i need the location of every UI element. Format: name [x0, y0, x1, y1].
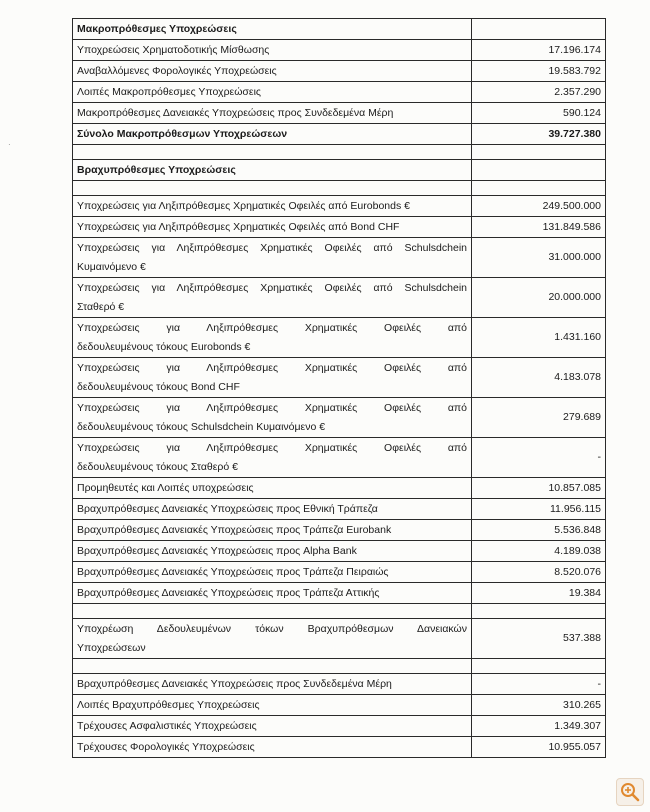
table-row [73, 103, 606, 124]
row-value: 17.196.174 [472, 40, 606, 61]
row-label-line-1: Υποχρεώσεις για Ληξιπρόθεσμες Χρηματικές Οφειλές από Schulsdchein [77, 241, 467, 254]
empty-cell [472, 181, 606, 196]
row-label: Τρέχουσες Φορολογικές Υποχρεώσεις [73, 737, 472, 758]
row-label: Βραχυπρόθεσμες Δανειακές Υποχρεώσεις προς Τράπεζα Πειραιώς [73, 562, 472, 583]
row-label: Μακροπρόθεσμες Δανειακές Υποχρεώσεις προς Συνδεδεμένα Μέρη [73, 103, 472, 124]
section-heading-short-term: Βραχυπρόθεσμες Υποχρεώσεις [73, 160, 472, 181]
empty-cell [73, 145, 472, 160]
empty-cell [73, 659, 472, 674]
row-label: Βραχυπρόθεσμες Δανειακές Υποχρεώσεις προς Εθνική Τράπεζα [73, 499, 472, 520]
row-label: Υποχρεώσεις για Ληξιπρόθεσμες Χρηματικές Οφειλές από Bond CHF [73, 217, 472, 238]
total-value: 39.727.380 [472, 124, 606, 145]
row-value: 19.384 [472, 583, 606, 604]
row-label: Βραχυπρόθεσμες Δανειακές Υποχρεώσεις προς Τράπεζα Αττικής [73, 583, 472, 604]
section-heading-long-term: Μακροπρόθεσμες Υποχρεώσεις [73, 19, 472, 40]
row-label [73, 358, 472, 398]
row-value: - [472, 674, 606, 695]
financial-statement-sheet [72, 18, 601, 758]
table-row [73, 40, 606, 61]
row-value: 249.500.000 [472, 196, 606, 217]
spacer-row [73, 659, 606, 674]
empty-cell [472, 160, 606, 181]
table-row [73, 737, 606, 758]
table-row [73, 217, 606, 238]
row-label: Λοιπές Μακροπρόθεσμες Υποχρεώσεις [73, 82, 472, 103]
row-value: 131.849.586 [472, 217, 606, 238]
row-label: Υποχρεώσεις Χρηματοδοτικής Μίσθωσης [73, 40, 472, 61]
row-label: Αναβαλλόμενες Φορολογικές Υποχρεώσεις [73, 61, 472, 82]
row-label-line-2: Κυμαινόμενο € [77, 260, 146, 273]
table-row [73, 520, 606, 541]
row-label-line-1: Υποχρεώσεις για Ληξιπρόθεσμες Χρηματικές Οφειλές από [77, 361, 467, 374]
table-row [73, 238, 606, 278]
table-row [73, 619, 606, 659]
liabilities-table [72, 18, 606, 758]
empty-cell [73, 181, 472, 196]
spacer-row [73, 145, 606, 160]
table-row [73, 61, 606, 82]
row-label-line-1: Υποχρέωση Δεδουλευμένων τόκων Βραχυπρόθεσμων Δανειακών [77, 622, 467, 635]
table-row [73, 318, 606, 358]
table-row [73, 438, 606, 478]
row-value: 2.357.290 [472, 82, 606, 103]
table-row [73, 160, 606, 181]
table-row [73, 674, 606, 695]
row-label [73, 318, 472, 358]
row-label: Υποχρεώσεις για Ληξιπρόθεσμες Χρηματικές Οφειλές από Eurobonds € [73, 196, 472, 217]
row-label [73, 438, 472, 478]
empty-cell [472, 604, 606, 619]
row-label-line-2: δεδουλευμένους τόκους Bond CHF [77, 380, 240, 393]
empty-cell [73, 604, 472, 619]
row-value: 5.536.848 [472, 520, 606, 541]
row-label [73, 238, 472, 278]
row-value: 10.857.085 [472, 478, 606, 499]
spacer-row [73, 604, 606, 619]
scan-artifact: · [8, 140, 11, 149]
spacer-row [73, 181, 606, 196]
row-value: 31.000.000 [472, 238, 606, 278]
zoom-in-icon [617, 779, 643, 805]
row-label-line-2: δεδουλευμένους τόκους Schulsdchein Κυμαινόμενο € [77, 420, 326, 433]
empty-cell [472, 19, 606, 40]
row-value: 10.955.057 [472, 737, 606, 758]
table-row [73, 278, 606, 318]
row-label-line-1: Υποχρεώσεις για Ληξιπρόθεσμες Χρηματικές Οφειλές από [77, 441, 467, 454]
table-row [73, 583, 606, 604]
table-row [73, 19, 606, 40]
total-label: Σύνολο Μακροπρόθεσμων Υποχρεώσεων [73, 124, 472, 145]
row-value: 4.183.078 [472, 358, 606, 398]
table-row [73, 562, 606, 583]
row-value: 4.189.038 [472, 541, 606, 562]
zoom-in-button[interactable] [616, 778, 644, 806]
row-label [73, 278, 472, 318]
row-value: 537.388 [472, 619, 606, 659]
table-row [73, 541, 606, 562]
row-label: Λοιπές Βραχυπρόθεσμες Υποχρεώσεις [73, 695, 472, 716]
row-label [73, 619, 472, 659]
row-label-line-2: Σταθερό € [77, 300, 125, 313]
row-value: 310.265 [472, 695, 606, 716]
table-row [73, 82, 606, 103]
table-row [73, 398, 606, 438]
table-row-total [73, 124, 606, 145]
row-value: 279.689 [472, 398, 606, 438]
row-value: - [472, 438, 606, 478]
row-value: 1.349.307 [472, 716, 606, 737]
empty-cell [472, 145, 606, 160]
table-row [73, 716, 606, 737]
row-label [73, 398, 472, 438]
row-value: 8.520.076 [472, 562, 606, 583]
row-label-line-2: Υποχρεώσεων [77, 641, 146, 654]
row-label: Βραχυπρόθεσμες Δανειακές Υποχρεώσεις προς Συνδεδεμένα Μέρη [73, 674, 472, 695]
row-value: 19.583.792 [472, 61, 606, 82]
table-row [73, 196, 606, 217]
table-row [73, 478, 606, 499]
row-label: Βραχυπρόθεσμες Δανειακές Υποχρεώσεις προς Τράπεζα Eurobank [73, 520, 472, 541]
row-label: Τρέχουσες Ασφαλιστικές Υποχρεώσεις [73, 716, 472, 737]
row-label: Προμηθευτές και Λοιπές υποχρεώσεις [73, 478, 472, 499]
table-row [73, 358, 606, 398]
row-value: 11.956.115 [472, 499, 606, 520]
row-label-line-2: δεδουλευμένους τόκους Eurobonds € [77, 340, 251, 353]
row-label: Βραχυπρόθεσμες Δανειακές Υποχρεώσεις προς Alpha Bank [73, 541, 472, 562]
row-value: 20.000.000 [472, 278, 606, 318]
row-label-line-1: Υποχρεώσεις για Ληξιπρόθεσμες Χρηματικές Οφειλές από [77, 401, 467, 414]
row-value: 590.124 [472, 103, 606, 124]
empty-cell [472, 659, 606, 674]
table-row [73, 695, 606, 716]
row-label-line-1: Υποχρεώσεις για Ληξιπρόθεσμες Χρηματικές Οφειλές από [77, 321, 467, 334]
row-label-line-1: Υποχρεώσεις για Ληξιπρόθεσμες Χρηματικές Οφειλές από Schulsdchein [77, 281, 467, 294]
row-label-line-2: δεδουλευμένους τόκους Σταθερό € [77, 460, 238, 473]
row-value: 1.431.160 [472, 318, 606, 358]
table-row [73, 499, 606, 520]
